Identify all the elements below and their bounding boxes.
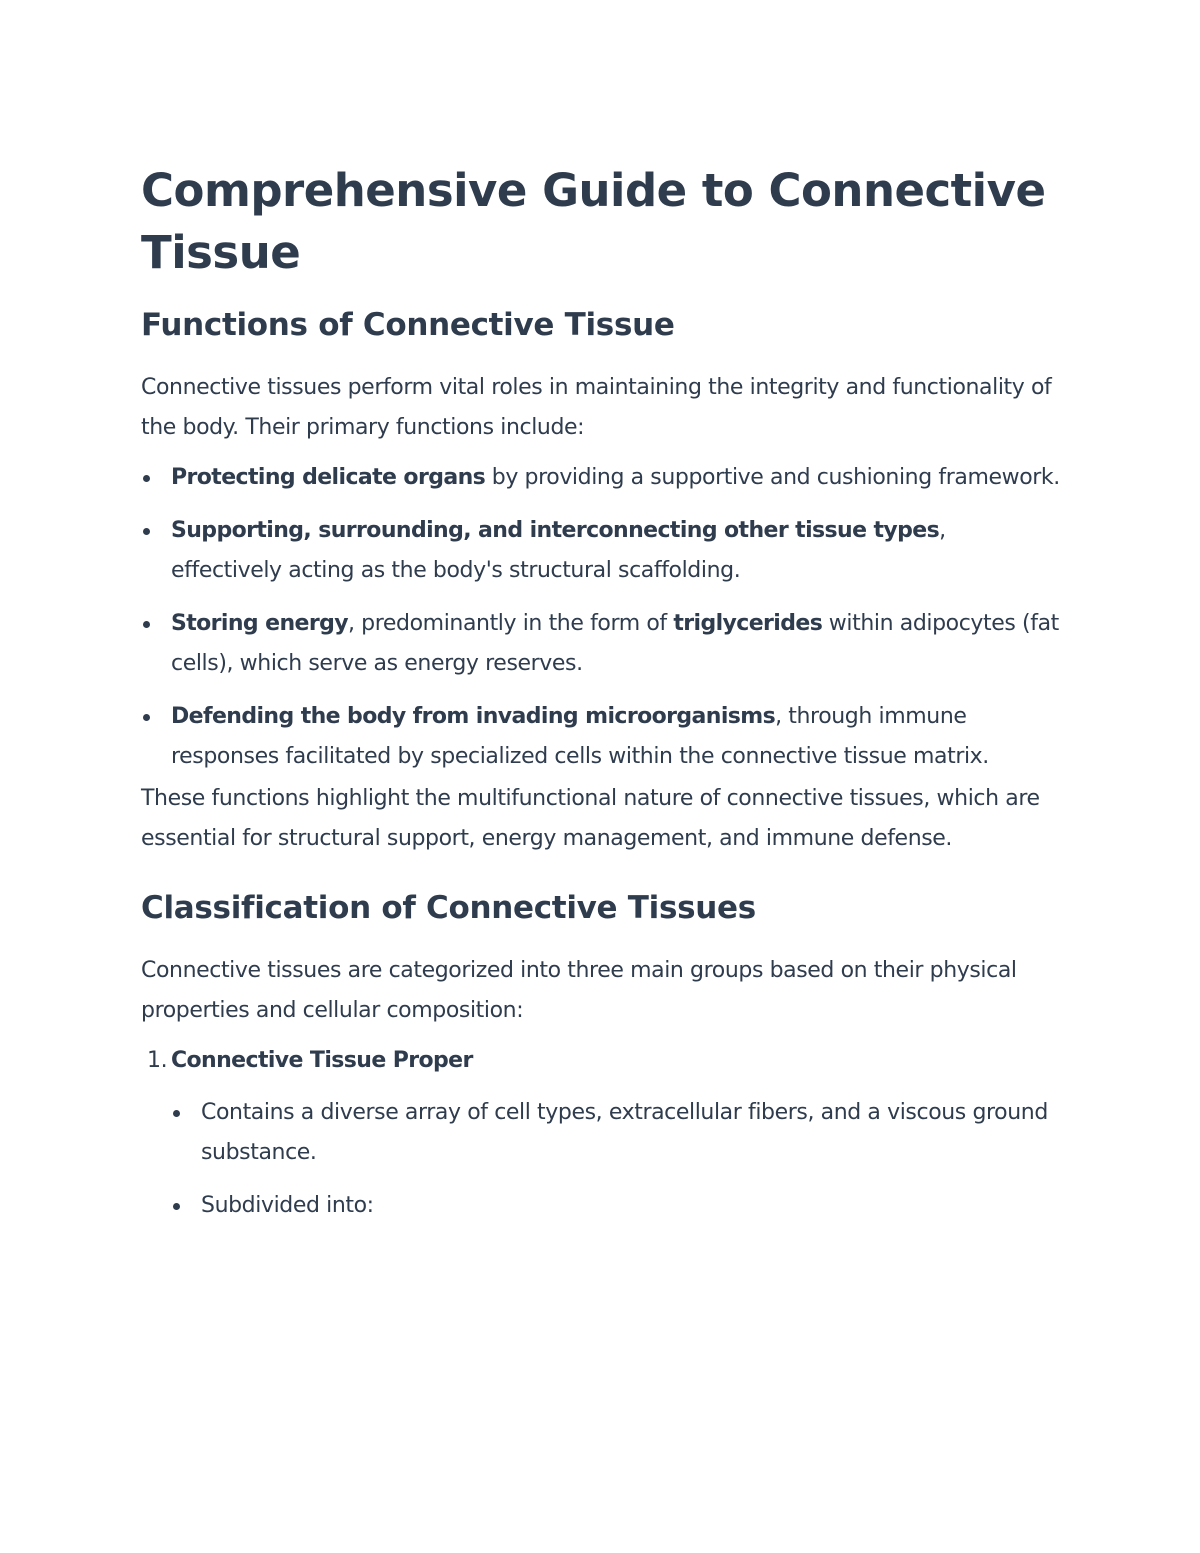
section-heading-classification: Classification of Connective Tissues	[141, 890, 756, 926]
document-page	[141, 160, 1061, 1239]
list-item	[141, 1041, 1061, 1226]
list-item-bold: Storing energy	[171, 611, 348, 636]
list-item: Subdivided into:	[171, 1186, 1061, 1226]
list-item-text: , effectively acting as the body's structural scaffolding.	[171, 518, 946, 583]
list-item	[141, 458, 1061, 498]
list-item	[141, 604, 1061, 684]
list-item-number: 1.	[147, 1048, 168, 1073]
list-item	[141, 697, 1061, 777]
page-title: Comprehensive Guide to Connective Tissue	[141, 164, 1046, 279]
list-item-text: , predominantly in the form of	[347, 611, 674, 636]
group-name: Connective Tissue Proper	[171, 1048, 473, 1073]
group-details-list	[171, 1093, 1061, 1226]
functions-summary: These functions highlight the multifunctional nature of connective tissues, which are essential for structural support, energy management, and immune defense.	[141, 786, 1040, 851]
list-item-text: by providing a supportive and cushioning framework.	[485, 465, 1060, 490]
classification-list	[141, 1041, 1061, 1226]
list-item-bold: Supporting, surrounding, and interconnecting other tissue types	[171, 518, 940, 543]
list-item-bold: Protecting delicate organs	[171, 465, 486, 490]
list-item	[141, 511, 1061, 591]
list-item-text: within adipocytes (fat cells), which serve as energy reserves.	[171, 611, 1059, 676]
list-item: Contains a diverse array of cell types, extracellular fibers, and a viscous ground substance.	[171, 1093, 1061, 1173]
classification-intro: Connective tissues are categorized into three main groups based on their physical properties and cellular composition:	[141, 958, 1017, 1023]
section-heading-functions: Functions of Connective Tissue	[141, 307, 675, 343]
functions-intro: Connective tissues perform vital roles in maintaining the integrity and functionality of the body. Their primary functions include:	[141, 375, 1052, 440]
list-item-bold: triglycerides	[673, 611, 823, 636]
list-item-text: , through immune responses facilitated by specialized cells within the connective tissue matrix.	[171, 704, 989, 769]
functions-list	[141, 458, 1061, 777]
list-item-bold: Defending the body from invading microorganisms	[171, 704, 776, 729]
